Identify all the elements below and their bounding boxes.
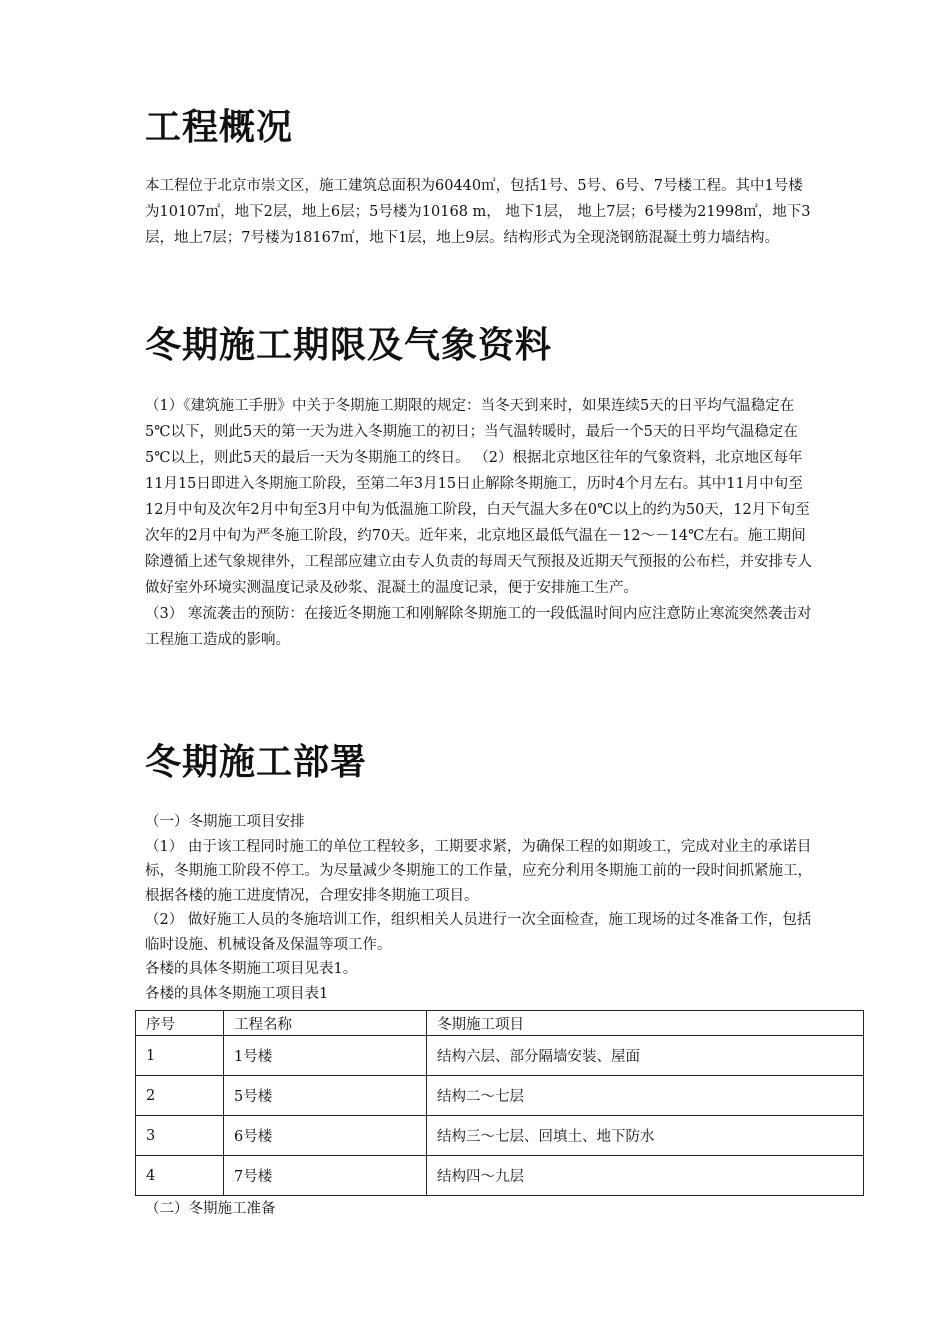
table-row	[136, 1036, 864, 1076]
table-row	[136, 1076, 864, 1116]
cell-index: 1	[136, 1036, 224, 1076]
cell-items: 结构二～七层	[427, 1076, 864, 1116]
cell-project: 6号楼	[224, 1116, 427, 1156]
heading-deployment: 冬期施工部署	[145, 742, 368, 783]
table-caption: 各楼的具体冬期施工项目表1	[145, 985, 329, 1002]
overview-text: 本工程位于北京市崇文区，施工建筑总面积为60440㎡，包括1号、5号、6号、7号楼工程。其中1号楼为10107㎡，地下2层，地上6层；5号楼为10168 m， 地下1层， 地上7层；6号楼为21998㎡，地下3层，地上7层；7号楼为18167㎡，地下1层，地上9层。结构形式为全现浇钢筋混凝土剪力墙结构。	[145, 178, 811, 246]
cell-project: 1号楼	[224, 1036, 427, 1076]
heading-overview: 工程概况	[145, 107, 294, 148]
cell-project: 7号楼	[224, 1156, 427, 1196]
table-row	[136, 1156, 864, 1196]
col-header-items: 冬期施工项目	[427, 1011, 864, 1036]
col-header-index: 序号	[136, 1011, 224, 1036]
overview-paragraph	[145, 173, 813, 251]
weather-paragraph-2: （3） 寒流袭击的预防：在接近冬期施工和刚解除冬期施工的一段低温时间内应注意防止寒流突然袭击对工程施工造成的影响。	[145, 606, 812, 648]
cell-index: 2	[136, 1076, 224, 1116]
table-header-row	[136, 1011, 864, 1036]
cell-project: 5号楼	[224, 1076, 427, 1116]
cell-items: 结构四～九层	[427, 1156, 864, 1196]
cell-items: 结构三～七层、回填土、地下防水	[427, 1116, 864, 1156]
weather-paragraph-1: （1）《建筑施工手册》中关于冬期施工期限的规定：当冬天到来时，如果连续5天的日平均气温稳定在5℃以下，则此5天的第一天为进入冬期施工的初日；当气温转暖时，最后一个5天的日平均气温稳定在5℃以上，则此5天的最后一天为冬期施工的终日。 （2）根据北京地区往年的气象资料，北京地区每年11月15日即进入冬期施工阶段，至第二年3月15日止解除冬期施工，历时4个月左右。其中11月中旬至12月中旬及次年2月中旬至3月中旬为低温施工阶段，白天气温大多在0℃以上的约为50天，12月下旬至次年的2月中旬为严冬施工阶段，约70天。近年来，北京地区最低气温在－12～－14℃左右。施工期间除遵循上述气象规律外，工程部应建立由专人负责的每周天气预报及近期天气预报的公布栏，并安排专人做好室外环境实测温度记录及砂浆、混凝土的温度记录，便于安排施工生产。	[145, 398, 812, 596]
deployment-paragraph-3: 各楼的具体冬期施工项目见表1。	[145, 961, 358, 977]
deployment-subheading-1: （一）冬期施工项目安排	[145, 814, 305, 830]
deployment-subheading-2: （二）冬期施工准备	[145, 1201, 276, 1217]
cell-index: 3	[136, 1116, 224, 1156]
weather-paragraphs	[145, 393, 813, 653]
col-header-project: 工程名称	[224, 1011, 427, 1036]
table-row	[136, 1116, 864, 1156]
cell-index: 4	[136, 1156, 224, 1196]
deployment-paragraph-2: （2） 做好施工人员的冬施培训工作，组织相关人员进行一次全面检查，施工现场的过冬准备工作，包括临时设施、机械设备及保温等项工作。	[145, 912, 812, 953]
cell-items: 结构六层、部分隔墙安装、屋面	[427, 1036, 864, 1076]
deployment-paragraphs	[145, 810, 813, 1006]
deployment-paragraph-1: （1） 由于该工程同时施工的单位工程较多，工期要求紧，为确保工程的如期竣工，完成对业主的承诺目标，冬期施工阶段不停工。为尽量减少冬期施工的工作量，应充分利用冬期施工前的一段时间抓紧施工，根据各楼的施工进度情况，合理安排冬期施工项目。	[145, 838, 812, 904]
heading-weather: 冬期施工期限及气象资料	[145, 325, 553, 366]
winter-items-table	[135, 1010, 864, 1196]
